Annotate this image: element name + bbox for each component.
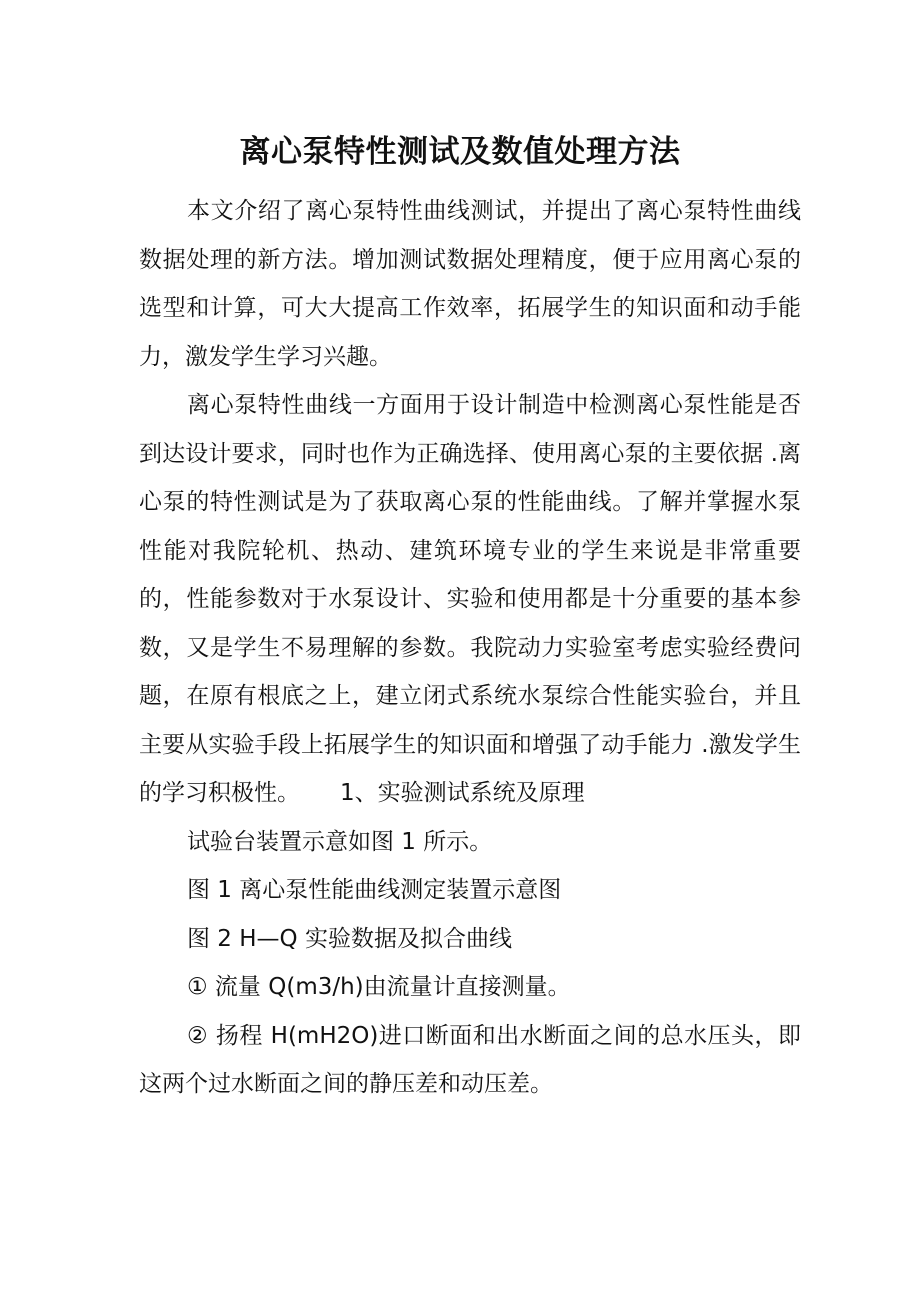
paragraph-intro: 本文介绍了离心泵特性曲线测试，并提出了离心泵特性曲线数据处理的新方法。增加测试数据处理精度，便于应用离心泵的选型和计算，可大大提高工作效率，拓展学生的知识面和动手能力，激发学生学习兴趣。 <box>139 198 801 370</box>
paragraph-background <box>139 381 801 818</box>
figure-2-caption: 图 2 H—Q 实验数据及拟合曲线 <box>187 925 512 952</box>
document-body <box>139 187 801 1109</box>
document-title: 离心泵特性测试及数值处理方法 <box>239 134 681 170</box>
section-heading: 实验测试系统及原理 <box>377 780 585 806</box>
figure-1-caption: 图 1 离心泵性能曲线测定装置示意图 <box>187 877 562 903</box>
paragraph-background-text: 离心泵特性曲线一方面用于设计制造中检测离心泵性能是否到达设计要求，同时也作为正确选择、使用离心泵的主要依据 .离心泵的特性测试是为了获取离心泵的性能曲线。了解并掌握水泵性能对我院轮机、热动、建筑环境专业的学生来说是非常重要的，性能参数对于水泵设计、实验和使用都是十分重要的基本参数，又是学生不易理解的参数。我院动力实验室考虑实验经费问题，在原有根底之上，建立闭式系统水泵综合性能实验台，并且主要从实验手段上拓展学生的知识面和增强了动手能力 .激发学生的学习积极性。 <box>139 392 801 806</box>
setup-line: 试验台装置示意如图 1 所示。 <box>187 828 493 855</box>
list-item-head: ② 扬程 H(mH2O)进口断面和出水断面之间的总水压头，即这两个过水断面之间的静压差和动压差。 <box>139 1022 801 1097</box>
section-number: 1、 <box>340 780 378 806</box>
list-item-flow: ① 流量 Q(m3/h)由流量计直接测量。 <box>187 974 571 1000</box>
